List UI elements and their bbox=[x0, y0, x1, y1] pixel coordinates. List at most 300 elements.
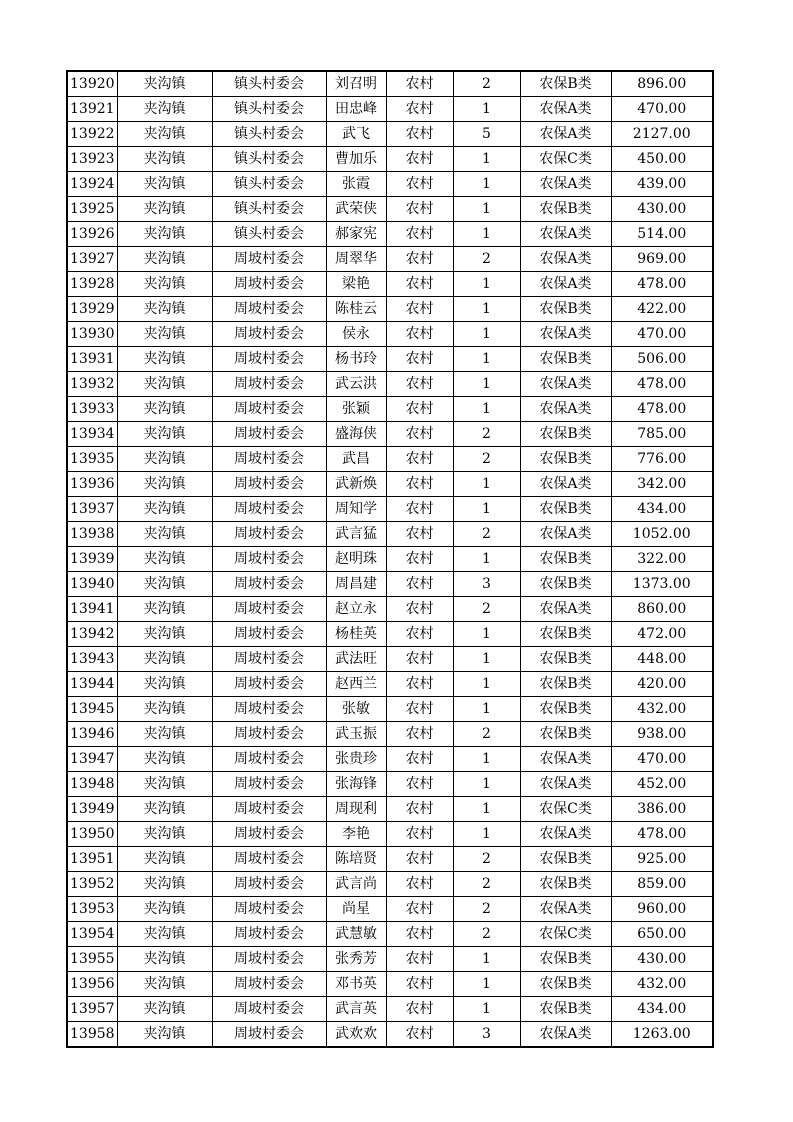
table-cell: 周坡村委会 bbox=[212, 922, 326, 947]
table-cell: 342.00 bbox=[611, 472, 713, 497]
table-cell: 农村 bbox=[386, 547, 453, 572]
table-row bbox=[67, 747, 713, 772]
table-cell: 1 bbox=[453, 547, 520, 572]
table-row bbox=[67, 572, 713, 597]
table-cell: 周坡村委会 bbox=[212, 847, 326, 872]
table-cell: 农村 bbox=[386, 372, 453, 397]
table-cell: 13936 bbox=[67, 472, 117, 497]
table-cell: 镇头村委会 bbox=[212, 122, 326, 147]
table-cell: 夹沟镇 bbox=[117, 122, 212, 147]
table-cell: 13943 bbox=[67, 647, 117, 672]
table-row bbox=[67, 347, 713, 372]
table-cell: 农保B类 bbox=[520, 297, 611, 322]
table-cell: 武新焕 bbox=[326, 472, 386, 497]
table-cell: 周坡村委会 bbox=[212, 1022, 326, 1048]
table-cell: 夹沟镇 bbox=[117, 822, 212, 847]
table-cell: 陈培贤 bbox=[326, 847, 386, 872]
table-row bbox=[67, 372, 713, 397]
table-cell: 武欢欢 bbox=[326, 1022, 386, 1048]
table-cell: 农村 bbox=[386, 972, 453, 997]
table-cell: 860.00 bbox=[611, 597, 713, 622]
table-cell: 1 bbox=[453, 222, 520, 247]
table-cell: 1 bbox=[453, 322, 520, 347]
table-cell: 农村 bbox=[386, 222, 453, 247]
table-cell: 13926 bbox=[67, 222, 117, 247]
table-row bbox=[67, 972, 713, 997]
table-cell: 农村 bbox=[386, 447, 453, 472]
table-cell: 夹沟镇 bbox=[117, 872, 212, 897]
table-cell: 2 bbox=[453, 247, 520, 272]
table-cell: 周坡村委会 bbox=[212, 822, 326, 847]
table-cell: 1 bbox=[453, 197, 520, 222]
table-cell: 农保B类 bbox=[520, 497, 611, 522]
table-row bbox=[67, 147, 713, 172]
table-cell: 周坡村委会 bbox=[212, 372, 326, 397]
table-cell: 2 bbox=[453, 447, 520, 472]
table-cell: 13941 bbox=[67, 597, 117, 622]
table-cell: 938.00 bbox=[611, 722, 713, 747]
table-cell: 1 bbox=[453, 497, 520, 522]
table-cell: 周坡村委会 bbox=[212, 897, 326, 922]
table-cell: 夹沟镇 bbox=[117, 697, 212, 722]
table-row bbox=[67, 272, 713, 297]
records-table bbox=[66, 70, 714, 1048]
table-row bbox=[67, 71, 713, 97]
table-cell: 武玉振 bbox=[326, 722, 386, 747]
table-cell: 武昌 bbox=[326, 447, 386, 472]
table-cell: 邓书英 bbox=[326, 972, 386, 997]
table-cell: 夹沟镇 bbox=[117, 597, 212, 622]
table-cell: 农保A类 bbox=[520, 222, 611, 247]
table-cell: 刘召明 bbox=[326, 71, 386, 97]
table-cell: 农保A类 bbox=[520, 472, 611, 497]
table-cell: 侯永 bbox=[326, 322, 386, 347]
table-cell: 周坡村委会 bbox=[212, 797, 326, 822]
table-cell: 赵立永 bbox=[326, 597, 386, 622]
table-cell: 夹沟镇 bbox=[117, 722, 212, 747]
table-row bbox=[67, 922, 713, 947]
table-cell: 夹沟镇 bbox=[117, 847, 212, 872]
table-cell: 镇头村委会 bbox=[212, 147, 326, 172]
table-cell: 梁艳 bbox=[326, 272, 386, 297]
table-row bbox=[67, 722, 713, 747]
table-row bbox=[67, 447, 713, 472]
table-cell: 农村 bbox=[386, 922, 453, 947]
table-cell: 农村 bbox=[386, 272, 453, 297]
table-cell: 2 bbox=[453, 71, 520, 97]
table-cell: 夹沟镇 bbox=[117, 447, 212, 472]
table-cell: 农村 bbox=[386, 97, 453, 122]
table-cell: 农村 bbox=[386, 772, 453, 797]
table-cell: 周坡村委会 bbox=[212, 647, 326, 672]
table-cell: 13957 bbox=[67, 997, 117, 1022]
table-cell: 农村 bbox=[386, 997, 453, 1022]
table-cell: 514.00 bbox=[611, 222, 713, 247]
table-cell: 2 bbox=[453, 922, 520, 947]
table-cell: 夹沟镇 bbox=[117, 772, 212, 797]
table-cell: 周坡村委会 bbox=[212, 547, 326, 572]
table-cell: 镇头村委会 bbox=[212, 97, 326, 122]
table-row bbox=[67, 172, 713, 197]
table-cell: 夹沟镇 bbox=[117, 972, 212, 997]
table-cell: 1 bbox=[453, 672, 520, 697]
table-cell: 896.00 bbox=[611, 71, 713, 97]
table-cell: 农村 bbox=[386, 572, 453, 597]
table-row bbox=[67, 672, 713, 697]
table-cell: 农保A类 bbox=[520, 97, 611, 122]
table-cell: 镇头村委会 bbox=[212, 172, 326, 197]
table-cell: 448.00 bbox=[611, 647, 713, 672]
table-cell: 1 bbox=[453, 472, 520, 497]
table-row bbox=[67, 522, 713, 547]
table-cell: 1 bbox=[453, 747, 520, 772]
table-cell: 478.00 bbox=[611, 272, 713, 297]
table-cell: 镇头村委会 bbox=[212, 197, 326, 222]
table-cell: 农保B类 bbox=[520, 947, 611, 972]
table-cell: 夹沟镇 bbox=[117, 497, 212, 522]
table-cell: 430.00 bbox=[611, 197, 713, 222]
table-cell: 农村 bbox=[386, 472, 453, 497]
table-cell: 13931 bbox=[67, 347, 117, 372]
table-cell: 478.00 bbox=[611, 372, 713, 397]
table-cell: 周坡村委会 bbox=[212, 522, 326, 547]
table-cell: 夹沟镇 bbox=[117, 297, 212, 322]
table-cell: 夹沟镇 bbox=[117, 647, 212, 672]
table-cell: 夹沟镇 bbox=[117, 522, 212, 547]
table-cell: 3 bbox=[453, 1022, 520, 1048]
table-cell: 武言猛 bbox=[326, 522, 386, 547]
table-cell: 张颖 bbox=[326, 397, 386, 422]
table-cell: 夹沟镇 bbox=[117, 272, 212, 297]
table-cell: 470.00 bbox=[611, 322, 713, 347]
table-cell: 农保A类 bbox=[520, 597, 611, 622]
table-cell: 470.00 bbox=[611, 97, 713, 122]
table-cell: 1373.00 bbox=[611, 572, 713, 597]
table-cell: 农村 bbox=[386, 297, 453, 322]
table-cell: 周现利 bbox=[326, 797, 386, 822]
table-cell: 1263.00 bbox=[611, 1022, 713, 1048]
table-cell: 432.00 bbox=[611, 697, 713, 722]
table-cell: 农村 bbox=[386, 147, 453, 172]
table-cell: 13958 bbox=[67, 1022, 117, 1048]
table-row bbox=[67, 222, 713, 247]
table-cell: 1 bbox=[453, 797, 520, 822]
table-cell: 周坡村委会 bbox=[212, 447, 326, 472]
table-cell: 农保B类 bbox=[520, 972, 611, 997]
table-cell: 农村 bbox=[386, 847, 453, 872]
table-cell: 506.00 bbox=[611, 347, 713, 372]
table-cell: 周坡村委会 bbox=[212, 972, 326, 997]
table-cell: 农村 bbox=[386, 747, 453, 772]
table-cell: 2 bbox=[453, 847, 520, 872]
table-cell: 13940 bbox=[67, 572, 117, 597]
table-row bbox=[67, 497, 713, 522]
table-cell: 农保A类 bbox=[520, 122, 611, 147]
table-cell: 2 bbox=[453, 422, 520, 447]
table-cell: 张敏 bbox=[326, 697, 386, 722]
table-cell: 周坡村委会 bbox=[212, 997, 326, 1022]
table-cell: 13948 bbox=[67, 772, 117, 797]
table-cell: 张贵珍 bbox=[326, 747, 386, 772]
table-row bbox=[67, 122, 713, 147]
table-cell: 1052.00 bbox=[611, 522, 713, 547]
table-row bbox=[67, 847, 713, 872]
table-cell: 周坡村委会 bbox=[212, 747, 326, 772]
table-cell: 1 bbox=[453, 822, 520, 847]
table-cell: 1 bbox=[453, 947, 520, 972]
table-cell: 13924 bbox=[67, 172, 117, 197]
table-cell: 13927 bbox=[67, 247, 117, 272]
table-row bbox=[67, 322, 713, 347]
table-cell: 13923 bbox=[67, 147, 117, 172]
table-cell: 1 bbox=[453, 297, 520, 322]
table-cell: 武荣侠 bbox=[326, 197, 386, 222]
table-cell: 周坡村委会 bbox=[212, 247, 326, 272]
table-cell: 夹沟镇 bbox=[117, 172, 212, 197]
table-cell: 夹沟镇 bbox=[117, 347, 212, 372]
table-cell: 13952 bbox=[67, 872, 117, 897]
table-cell: 农村 bbox=[386, 722, 453, 747]
table-cell: 夹沟镇 bbox=[117, 71, 212, 97]
table-cell: 478.00 bbox=[611, 397, 713, 422]
table-cell: 田忠峰 bbox=[326, 97, 386, 122]
table-cell: 农村 bbox=[386, 1022, 453, 1048]
table-cell: 农保B类 bbox=[520, 547, 611, 572]
table-cell: 农村 bbox=[386, 872, 453, 897]
table-cell: 夹沟镇 bbox=[117, 222, 212, 247]
table-cell: 472.00 bbox=[611, 622, 713, 647]
table-cell: 2 bbox=[453, 597, 520, 622]
table-cell: 1 bbox=[453, 397, 520, 422]
table-row bbox=[67, 897, 713, 922]
table-cell: 夹沟镇 bbox=[117, 672, 212, 697]
table-cell: 2127.00 bbox=[611, 122, 713, 147]
table-row bbox=[67, 697, 713, 722]
table-cell: 农村 bbox=[386, 597, 453, 622]
table-cell: 1 bbox=[453, 272, 520, 297]
table-cell: 13956 bbox=[67, 972, 117, 997]
table-cell: 农村 bbox=[386, 347, 453, 372]
table-cell: 农保A类 bbox=[520, 747, 611, 772]
table-cell: 2 bbox=[453, 897, 520, 922]
table-cell: 450.00 bbox=[611, 147, 713, 172]
table-cell: 农保B类 bbox=[520, 197, 611, 222]
table-cell: 农保C类 bbox=[520, 922, 611, 947]
table-cell: 周坡村委会 bbox=[212, 672, 326, 697]
table-row bbox=[67, 397, 713, 422]
table-cell: 夹沟镇 bbox=[117, 472, 212, 497]
table-cell: 周坡村委会 bbox=[212, 872, 326, 897]
table-cell: 夹沟镇 bbox=[117, 147, 212, 172]
table-cell: 农村 bbox=[386, 797, 453, 822]
records-table-body bbox=[67, 71, 713, 1047]
table-cell: 周坡村委会 bbox=[212, 722, 326, 747]
table-cell: 1 bbox=[453, 697, 520, 722]
table-cell: 农保A类 bbox=[520, 272, 611, 297]
table-cell: 周坡村委会 bbox=[212, 397, 326, 422]
table-cell: 13945 bbox=[67, 697, 117, 722]
table-cell: 650.00 bbox=[611, 922, 713, 947]
table-cell: 农保B类 bbox=[520, 722, 611, 747]
table-cell: 1 bbox=[453, 772, 520, 797]
table-cell: 农村 bbox=[386, 697, 453, 722]
table-cell: 5 bbox=[453, 122, 520, 147]
table-cell: 周坡村委会 bbox=[212, 572, 326, 597]
table-cell: 农保A类 bbox=[520, 822, 611, 847]
table-cell: 农保A类 bbox=[520, 772, 611, 797]
table-row bbox=[67, 97, 713, 122]
table-cell: 张霞 bbox=[326, 172, 386, 197]
table-cell: 夹沟镇 bbox=[117, 322, 212, 347]
table-cell: 452.00 bbox=[611, 772, 713, 797]
table-cell: 960.00 bbox=[611, 897, 713, 922]
table-cell: 周坡村委会 bbox=[212, 347, 326, 372]
table-cell: 杨书玲 bbox=[326, 347, 386, 372]
table-cell: 969.00 bbox=[611, 247, 713, 272]
table-cell: 周翠华 bbox=[326, 247, 386, 272]
table-cell: 农村 bbox=[386, 122, 453, 147]
table-cell: 夹沟镇 bbox=[117, 572, 212, 597]
table-cell: 农保B类 bbox=[520, 447, 611, 472]
table-cell: 武言英 bbox=[326, 997, 386, 1022]
table-cell: 785.00 bbox=[611, 422, 713, 447]
table-cell: 13944 bbox=[67, 672, 117, 697]
table-cell: 13933 bbox=[67, 397, 117, 422]
table-cell: 13946 bbox=[67, 722, 117, 747]
table-cell: 1 bbox=[453, 997, 520, 1022]
table-cell: 3 bbox=[453, 572, 520, 597]
table-cell: 13934 bbox=[67, 422, 117, 447]
table-cell: 农村 bbox=[386, 397, 453, 422]
table-cell: 925.00 bbox=[611, 847, 713, 872]
table-cell: 776.00 bbox=[611, 447, 713, 472]
table-cell: 武言尚 bbox=[326, 872, 386, 897]
table-cell: 农村 bbox=[386, 197, 453, 222]
table-cell: 13938 bbox=[67, 522, 117, 547]
table-cell: 13951 bbox=[67, 847, 117, 872]
table-cell: 农保A类 bbox=[520, 172, 611, 197]
table-cell: 周坡村委会 bbox=[212, 772, 326, 797]
table-cell: 张秀芳 bbox=[326, 947, 386, 972]
table-cell: 夹沟镇 bbox=[117, 622, 212, 647]
table-cell: 农保C类 bbox=[520, 797, 611, 822]
table-cell: 农保B类 bbox=[520, 697, 611, 722]
table-cell: 13950 bbox=[67, 822, 117, 847]
table-cell: 农村 bbox=[386, 622, 453, 647]
table-cell: 周昌建 bbox=[326, 572, 386, 597]
table-cell: 盛海侠 bbox=[326, 422, 386, 447]
table-cell: 农村 bbox=[386, 497, 453, 522]
table-cell: 2 bbox=[453, 872, 520, 897]
table-cell: 农保B类 bbox=[520, 872, 611, 897]
table-cell: 农村 bbox=[386, 247, 453, 272]
table-cell: 夹沟镇 bbox=[117, 547, 212, 572]
table-cell: 周坡村委会 bbox=[212, 422, 326, 447]
table-cell: 13942 bbox=[67, 622, 117, 647]
table-cell: 2 bbox=[453, 722, 520, 747]
table-cell: 1 bbox=[453, 647, 520, 672]
table-cell: 农村 bbox=[386, 71, 453, 97]
table-cell: 432.00 bbox=[611, 972, 713, 997]
table-cell: 曹加乐 bbox=[326, 147, 386, 172]
table-cell: 周坡村委会 bbox=[212, 272, 326, 297]
table-cell: 武云洪 bbox=[326, 372, 386, 397]
table-row bbox=[67, 772, 713, 797]
table-cell: 周知学 bbox=[326, 497, 386, 522]
table-row bbox=[67, 197, 713, 222]
table-cell: 1 bbox=[453, 622, 520, 647]
table-row bbox=[67, 997, 713, 1022]
table-cell: 13921 bbox=[67, 97, 117, 122]
table-cell: 夹沟镇 bbox=[117, 997, 212, 1022]
table-row bbox=[67, 597, 713, 622]
table-cell: 夹沟镇 bbox=[117, 247, 212, 272]
table-cell: 13949 bbox=[67, 797, 117, 822]
table-cell: 13932 bbox=[67, 372, 117, 397]
table-cell: 夹沟镇 bbox=[117, 197, 212, 222]
table-cell: 430.00 bbox=[611, 947, 713, 972]
table-cell: 13929 bbox=[67, 297, 117, 322]
table-cell: 农村 bbox=[386, 897, 453, 922]
table-cell: 434.00 bbox=[611, 497, 713, 522]
table-row bbox=[67, 797, 713, 822]
table-cell: 农保B类 bbox=[520, 347, 611, 372]
table-cell: 859.00 bbox=[611, 872, 713, 897]
table-cell: 1 bbox=[453, 347, 520, 372]
table-cell: 农保B类 bbox=[520, 847, 611, 872]
table-cell: 农村 bbox=[386, 672, 453, 697]
table-row bbox=[67, 622, 713, 647]
table-cell: 夹沟镇 bbox=[117, 897, 212, 922]
table-row bbox=[67, 297, 713, 322]
table-cell: 13930 bbox=[67, 322, 117, 347]
table-cell: 470.00 bbox=[611, 747, 713, 772]
table-cell: 夹沟镇 bbox=[117, 97, 212, 122]
table-cell: 1 bbox=[453, 172, 520, 197]
table-cell: 赵明珠 bbox=[326, 547, 386, 572]
table-cell: 13925 bbox=[67, 197, 117, 222]
table-cell: 322.00 bbox=[611, 547, 713, 572]
table-cell: 农保B类 bbox=[520, 572, 611, 597]
table-cell: 386.00 bbox=[611, 797, 713, 822]
table-cell: 夹沟镇 bbox=[117, 397, 212, 422]
table-cell: 农保B类 bbox=[520, 422, 611, 447]
table-row bbox=[67, 472, 713, 497]
table-cell: 1 bbox=[453, 147, 520, 172]
table-cell: 农村 bbox=[386, 422, 453, 447]
table-row bbox=[67, 947, 713, 972]
table-row bbox=[67, 647, 713, 672]
table-cell: 农保A类 bbox=[520, 522, 611, 547]
table-row bbox=[67, 872, 713, 897]
table-cell: 13928 bbox=[67, 272, 117, 297]
table-cell: 1 bbox=[453, 97, 520, 122]
table-row bbox=[67, 247, 713, 272]
table-cell: 2 bbox=[453, 522, 520, 547]
table-cell: 武慧敏 bbox=[326, 922, 386, 947]
table-cell: 周坡村委会 bbox=[212, 597, 326, 622]
table-cell: 13937 bbox=[67, 497, 117, 522]
table-cell: 镇头村委会 bbox=[212, 71, 326, 97]
table-cell: 周坡村委会 bbox=[212, 947, 326, 972]
table-row bbox=[67, 1022, 713, 1048]
table-row bbox=[67, 822, 713, 847]
table-cell: 农村 bbox=[386, 522, 453, 547]
table-cell: 420.00 bbox=[611, 672, 713, 697]
table-cell: 农保A类 bbox=[520, 897, 611, 922]
table-cell: 周坡村委会 bbox=[212, 697, 326, 722]
table-cell: 农村 bbox=[386, 647, 453, 672]
